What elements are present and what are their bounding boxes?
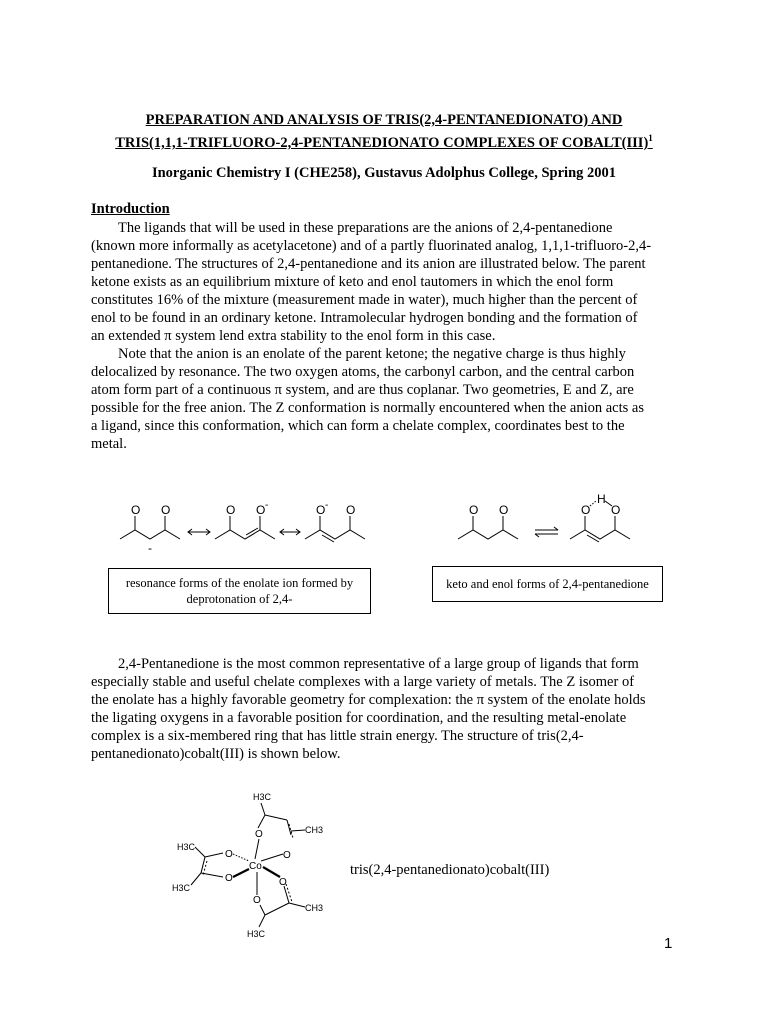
methyl-label: H3C xyxy=(177,842,196,852)
course-subtitle: Inorganic Chemistry I (CHE258), Gustavus Adolphus College, Spring 2001 xyxy=(151,165,617,181)
oxygen-label: O xyxy=(225,873,233,884)
footnote-mark: 1 xyxy=(648,133,653,143)
title-line-2 xyxy=(60,129,708,152)
oxygen-label: O xyxy=(469,503,479,517)
p1-line: pentanedione. The structures of 2,4-pentanedione and its anion are illustrated below. The parent xyxy=(91,256,646,272)
keto-enol-figure xyxy=(450,490,650,560)
oxygen-label: O xyxy=(131,503,141,517)
oxygen-label: O xyxy=(225,849,233,860)
oxygen-label: O xyxy=(256,503,266,517)
p3-line: 2,4-Pentanedione is the most common representative of a large group of ligands that form xyxy=(118,656,639,672)
charge-label: - xyxy=(265,500,269,511)
resonance-caption-box xyxy=(108,568,371,614)
page-number: 1 xyxy=(664,935,673,952)
p2-line: possible for the free anion. The Z conformation is normally encountered when the anion acts as xyxy=(91,400,644,416)
p1-line: ketone exists as an equilibrium mixture of keto and enol tautomers in which the enol form xyxy=(91,274,614,290)
oxygen-label: O xyxy=(255,829,263,840)
caption-line: resonance forms of the enolate ion formed by xyxy=(125,576,354,590)
oxygen-label: O xyxy=(611,503,621,517)
oxygen-label: O xyxy=(316,503,326,517)
complex-name-label: tris(2,4-pentanedionato)cobalt(III) xyxy=(350,862,550,878)
oxygen-label: O xyxy=(253,895,261,906)
oxygen-label: O xyxy=(283,850,291,861)
cobalt-label: Co xyxy=(249,861,262,872)
p2-line: a ligand, since this conformation, which can form a chelate complex, coordinates best to the xyxy=(91,418,625,434)
caption-line: deprotonation of 2,4- xyxy=(186,592,293,606)
p2-line: delocalized by resonance. The two oxygen atoms, the carbonyl carbon, and the central carbon xyxy=(91,364,635,380)
introduction-heading: Introduction xyxy=(91,201,170,217)
oxygen-label: O xyxy=(226,503,236,517)
intro-paragraph-2 xyxy=(91,345,681,453)
title-line-2-text: TRIS(1,1,1-TRIFLUORO-2,4-PENTANEDIONATO COMPLEXES OF COBALT(III) xyxy=(115,134,649,151)
oxygen-label: O xyxy=(161,503,171,517)
charge-label: - xyxy=(148,541,152,555)
p3-line: the enolate has a highly favorable geometry for complexation: the π system of the enolate holds xyxy=(91,692,646,708)
oxygen-label: O xyxy=(581,503,591,517)
p3-line: pentanedionato)cobalt(III) is shown below. xyxy=(91,746,341,762)
p2-line: atom form part of a continuous π system, and are thus coplanar. Two geometries, E and Z, are xyxy=(91,382,634,398)
cobalt-complex-structure xyxy=(165,785,365,945)
title-line-1: PREPARATION AND ANALYSIS OF TRIS(2,4-PENTANEDIONATO) AND xyxy=(145,112,623,128)
charge-label: - xyxy=(325,500,329,511)
hydrogen-label: H xyxy=(597,492,606,506)
methyl-label: H3C xyxy=(172,883,191,893)
p2-line: metal. xyxy=(91,436,127,452)
p3-line: especially stable and useful chelate complexes with a large variety of metals. The Z isomer of xyxy=(91,674,635,690)
oxygen-label: O xyxy=(346,503,356,517)
paragraph-3 xyxy=(91,655,681,763)
methyl-label: H3C xyxy=(247,929,266,939)
oxygen-label: O xyxy=(499,503,509,517)
p1-line: The ligands that will be used in these preparations are the anions of 2,4-pentanedione xyxy=(118,220,613,236)
p3-line: complex is a six-membered ring that has little strain energy. The structure of tris(2,4- xyxy=(91,728,584,744)
keto-enol-caption-box xyxy=(432,566,663,602)
p1-line: (known more informally as acetylacetone) and of a partly fluorinated analog, 1,1,1-trifluoro-2,4- xyxy=(91,238,652,254)
caption-line: keto and enol forms of 2,4-pentanedione xyxy=(446,577,649,591)
p3-line: the ligating oxygens in a favorable position for coordination, and the resulting metal-enolate xyxy=(91,710,627,726)
p1-line: enol to be found in an ordinary ketone. Intramolecular hydrogen bonding and the formation of xyxy=(91,310,638,326)
intro-paragraph-1 xyxy=(91,219,681,345)
methyl-label: CH3 xyxy=(305,825,324,835)
p1-line: an extended π system lend extra stability to the enol form in this case. xyxy=(91,328,496,344)
methyl-label: CH3 xyxy=(305,903,324,913)
methyl-label: H3C xyxy=(253,792,272,802)
p1-line: constitutes 16% of the mixture (measurement made in water), much higher than the percent of xyxy=(91,292,638,308)
p2-line: Note that the anion is an enolate of the parent ketone; the negative charge is thus highly xyxy=(118,346,626,362)
oxygen-label: O xyxy=(279,877,287,888)
